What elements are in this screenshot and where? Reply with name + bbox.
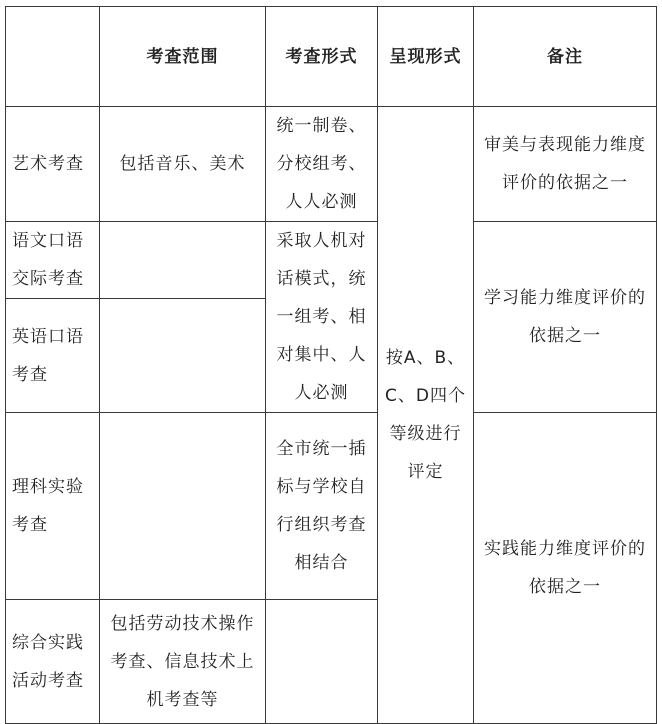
- format-art: 统一制卷、分校组考、人人必测: [266, 107, 378, 222]
- presentation-cell: 按A、B、C、D四个等级进行评定: [378, 107, 474, 724]
- table-row: [6, 222, 657, 299]
- format-oral: 采取人机对话模式，统一组考、相对集中、人人必测: [266, 222, 378, 413]
- header-format: 考查形式: [266, 7, 378, 107]
- format-science: 全市统一插标与学校自行组织考查相结合: [266, 413, 378, 600]
- scope-chinese-oral: [100, 222, 266, 299]
- scope-science-lab: [100, 413, 266, 600]
- row-label-art: 艺术考查: [6, 107, 100, 222]
- header-remark: 备注: [474, 7, 657, 107]
- row-label-practice: 综合实践活动考查: [6, 600, 100, 724]
- header-presentation: 呈现形式: [378, 7, 474, 107]
- row-label-science-lab: 理科实验考查: [6, 413, 100, 600]
- evaluation-table: [5, 6, 657, 724]
- format-practice: [266, 600, 378, 724]
- remark-aesthetic: 审美与表现能力维度评价的依据之一: [474, 107, 657, 222]
- table-row: [6, 413, 657, 600]
- remark-practice: 实践能力维度评价的依据之一: [474, 413, 657, 724]
- scope-practice: 包括劳动技术操作考查、信息技术上机考查等: [100, 600, 266, 724]
- header-scope: 考查范围: [100, 7, 266, 107]
- scope-art: 包括音乐、美术: [100, 107, 266, 222]
- row-label-chinese-oral: 语文口语交际考查: [6, 222, 100, 299]
- header-corner-cell: [6, 7, 100, 107]
- scope-english-oral: [100, 299, 266, 413]
- table-header-row: [6, 7, 657, 107]
- table-row: [6, 107, 657, 222]
- remark-learning: 学习能力维度评价的依据之一: [474, 222, 657, 413]
- row-label-english-oral: 英语口语考查: [6, 299, 100, 413]
